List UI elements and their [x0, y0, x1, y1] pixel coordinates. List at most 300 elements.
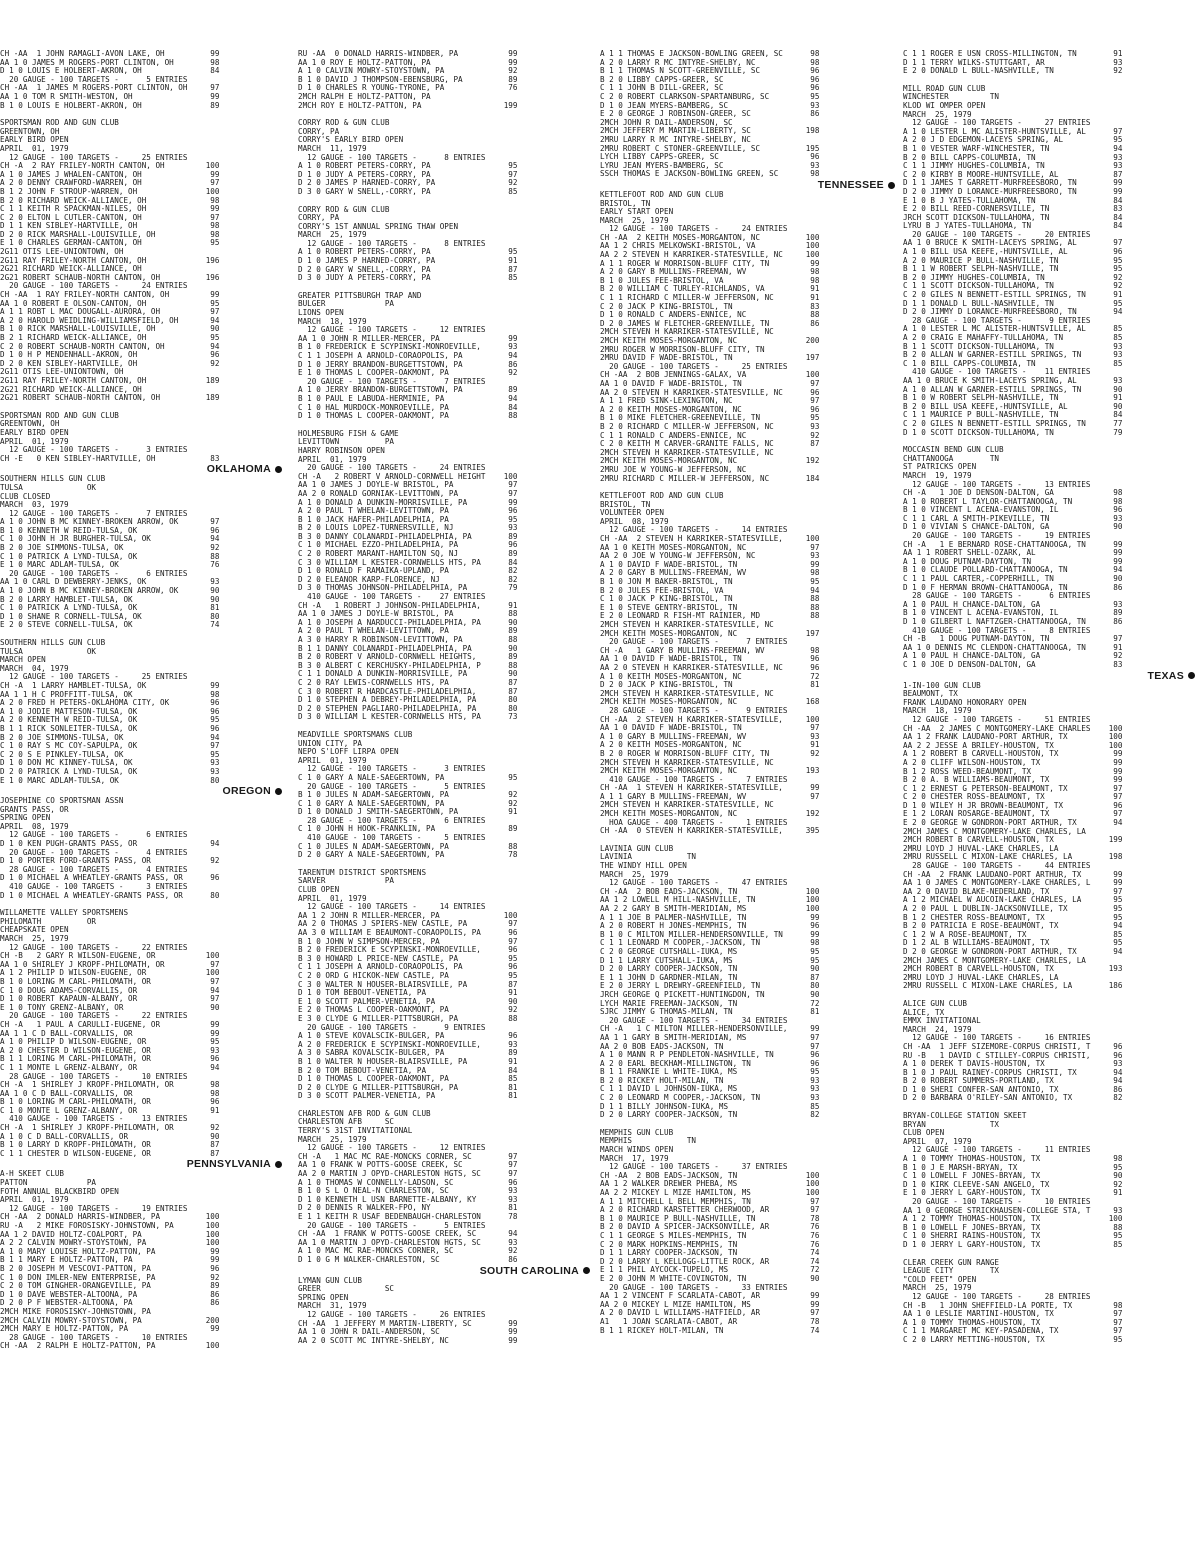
- result-line: 2MRU LARRY R MC INTYRE-SHELBY, NC: [600, 135, 751, 144]
- result-line: E 1 0 THOMAS L COOPER-OAKMONT, PA 92: [298, 369, 518, 378]
- result-line: AA 1 2 FRANK LAUDANO-PORT ARTHUR, TX 100: [903, 733, 1123, 742]
- result-line: BRYAN-COLLEGE STATION SKEET: [903, 1112, 1027, 1121]
- result-line: A 1 2 PHILIP D WILSON-EUGENE, OR 100: [0, 969, 220, 978]
- result-line: E 2 0 STEVE CORNELL-TULSA, OK 74: [0, 621, 220, 630]
- result-line: B 1 0 LOWELL F JONES-BRYAN, TX 88: [903, 1223, 1123, 1232]
- result-line: D 1 0 RONALD F RAMAIKA-UPLAND, PA 82: [298, 567, 518, 576]
- results-column-4: [903, 50, 1195, 1345]
- bullet-icon: [275, 466, 282, 473]
- result-line: GREENTOWN, OH: [0, 420, 60, 429]
- result-line: AA 1 0 JAMES C MONTGOMERY-LAKE CHARLES, L 99: [903, 879, 1123, 888]
- result-line: B 2 0 ROBERT SUMMERS-PORTLAND, TX 94: [903, 1077, 1123, 1086]
- result-line: E 1 0 MARC ADLAM-TULSA, OK 80: [0, 776, 220, 785]
- result-line: SARVER PA: [298, 877, 395, 886]
- result-line: D 1 0 GILBERT L NAFTZGER-CHATTANOOGA, TN 86: [903, 618, 1123, 626]
- result-line: KLOD WI OMPER OPEN: [903, 101, 986, 110]
- result-line: 20 GAUGE - 100 TARGETS - 24 ENTRIES: [298, 464, 486, 473]
- result-line: A 1 0 DONALD A DUNKIN-MORRISVILLE, PA 99: [298, 498, 518, 507]
- result-line: 12 GAUGE - 100 TARGETS - 28 ENTRIES: [903, 1292, 1091, 1301]
- result-line: B 2 0 RICKEY HOLT-MILAN, TN 93: [600, 1076, 820, 1085]
- result-line: CH -AA 2 DONALD HARRIS-WINDBER, PA 100: [0, 1213, 220, 1222]
- result-line: D 2 0 JIMMY D LORANCE-MURFREESBORO, TN 94: [903, 308, 1123, 317]
- result-line: MARCH 25, 1979: [903, 110, 972, 119]
- result-line: A 1 0 DAVID F WADE-BRISTOL, TN 99: [600, 560, 820, 569]
- result-line: A 1 0 JODIE MATTESON-TULSA, OK 96: [0, 707, 220, 716]
- result-line: A 1 0 JERRY BRANDON-BURGETTSTOWN, PA 89: [298, 386, 518, 395]
- result-line: D 1 0 JUDY A PETERS-CORRY, PA 97: [298, 170, 518, 179]
- result-line: B 1 0 LORING M CARL-PHILOMATH, OR 97: [0, 977, 220, 986]
- result-line: C 1 1 ROGER E USN CROSS-MILLINGTON, TN 91: [903, 50, 1123, 58]
- result-line: C 2 0 GILES N BENNETT-ESTILL SPRINGS, TN 91: [903, 291, 1123, 300]
- result-line: 12 GAUGE - 100 TARGETS - 8 ENTRIES: [298, 239, 486, 248]
- result-line: B 1 0 DAVID J THOMPSON-EBENSBURG, PA 89: [298, 75, 518, 84]
- result-line: CH -E 0 KEN SIBLEY-HARTVILLE, OH 83: [0, 454, 220, 463]
- result-line: AA 2 0 MICKEY L MIZE HAMILTON, MS 99: [600, 1300, 820, 1309]
- result-line: B 2 0 ALLAN W GARNER-ESTILL SPRINGS, TN 93: [903, 351, 1123, 360]
- result-line: A 2 0 PAUL T WHELAN-LEVITTOWN, PA 89: [298, 627, 518, 636]
- result-line: 12 GAUGE - 100 TARGETS - 12 ENTRIES: [298, 1144, 486, 1153]
- result-line: APRIL 01, 1979: [298, 455, 367, 464]
- result-line: 28 GAUGE - 100 TARGETS - 6 ENTRIES: [903, 592, 1091, 601]
- result-line: C 2 0 RAY LEWIS-CORNWELLS HTS, PA 87: [298, 678, 518, 687]
- result-line: D 2 0 LARRY L KELLOGG-LITTLE ROCK, AR 74: [600, 1257, 820, 1266]
- result-line: C 1 1 CARL A SMITH-PIKEVILLE, TN 93: [903, 514, 1123, 523]
- result-line: CH -A 1 MAC MC RAE-MONCKS CORNER, SC 97: [298, 1152, 518, 1161]
- result-line: B 3 0 HOWARD L PRICE-NEW CASTLE, PA 95: [298, 954, 518, 963]
- result-line: AA 1 0 JAMES J DOYLE-W BRISTOL, PA 97: [298, 481, 518, 490]
- result-line: B 1 0 JULES N ADAM-SAEGERTOWN, PA 92: [298, 791, 518, 800]
- bullet-icon: [583, 1267, 590, 1274]
- result-line: AA 1 2 JOHN R MILLER-MERCER, PA 100: [298, 911, 518, 920]
- result-line: A 2 0 RICHARD KARSTETTER CHERWOOD, AR 97: [600, 1206, 820, 1215]
- result-line: D 1 0 MICHAEL A WHEATLEY-GRANTS PASS, OR 80: [0, 891, 220, 900]
- result-line: EMMX INVITATIONAL: [903, 1017, 981, 1026]
- result-line: AA 2 0 DAVID BLAKE-NEDERLAND, TX 97: [903, 887, 1123, 896]
- result-line: 12 GAUGE - 100 TARGETS - 7 ENTRIES: [0, 509, 188, 518]
- result-line: 28 GAUGE - 100 TARGETS - 44 ENTRIES: [903, 862, 1091, 871]
- result-line: 20 GAUGE - 100 TARGETS - 5 ENTRIES: [298, 1221, 486, 1230]
- results-column-2: [298, 50, 590, 1345]
- result-line: A 1 0 JOHN B MC KINNEY-BROKEN ARROW, OK 97: [0, 518, 220, 527]
- result-line: AA 1 0 JAMES J DOYLE-W BRISTOL, PA 88: [298, 610, 518, 619]
- result-line: B 2 0 TOM BEBOUT-VENETIA, PA 84: [298, 1066, 518, 1075]
- result-line: 2MCH STEVEN H KARRIKER-STATESVILLE, NC: [600, 689, 774, 698]
- result-line: AA 1 0 BRUCE K SMITH-LACEYS SPRING, AL 93: [903, 376, 1123, 385]
- result-line: 2G11 RAY FRILEY-NORTH CANTON, OH 196: [0, 256, 220, 265]
- result-line: LEVITTOWN PA: [298, 438, 395, 447]
- result-line: 2MRU LOYD J HUVAL-LAKE CHARLES, LA: [903, 973, 1059, 982]
- result-line: MEMPHIS TN: [600, 1137, 697, 1146]
- result-line: CH -AA 1 RAY FRILEY-NORTH CANTON, OH 99: [0, 291, 220, 300]
- result-line: B 1 0 FREDERICK E SCYPINSKI-MONROEVILLE, 93: [298, 343, 518, 352]
- result-line: TULSA OK: [0, 483, 97, 492]
- result-line: CH -AA 1 JAMES M ROGERS-PORT CLINTON, OH 97: [0, 84, 220, 93]
- result-line: D 2 0 PATRICK A LYND-TULSA, OK 93: [0, 767, 220, 776]
- result-line: B 1 0 VESTER WARF-WINCHESTER, TN 94: [903, 144, 1123, 153]
- result-line: 12 GAUGE - 100 TARGETS - 22 ENTRIES: [0, 943, 188, 952]
- result-line: MARCH 25, 1979: [298, 1135, 367, 1144]
- result-line: CH -B 1 JOHN SHEFFIELD-LA PORTE, TX 98: [903, 1301, 1123, 1310]
- result-line: AA 1 0 BRUCE K SMITH-LACEYS SPRING, AL 97: [903, 239, 1123, 248]
- result-line: MEMPHIS GUN CLUB: [600, 1128, 674, 1137]
- result-line: CHATTANOOGA TN: [903, 454, 1000, 463]
- result-line: C 2 0 S E PINKLEY-TULSA, OK 95: [0, 750, 220, 759]
- result-line: C 1 1 LEONARD M COOPER,-JACKSON, TN 98: [600, 939, 820, 948]
- result-line: B 1 0 JON M BAKER-BRISTOL, TN 95: [600, 578, 820, 587]
- result-line: C 2 0 ROBERT SCHAUB-NORTH CANTON, OH 94: [0, 342, 220, 351]
- result-line: RU -AA 0 DONALD HARRIS-WINDBER, PA 99: [298, 50, 518, 58]
- result-line: MARCH 04, 1979: [0, 664, 69, 673]
- result-line: E 1 1 PHIL AYCOCK-TUPELO, MS 72: [600, 1266, 820, 1275]
- result-line: C 2 0 ORD G HICKOK-NEW CASTLE, PA 95: [298, 971, 518, 980]
- result-line: 12 GAUGE - 100 TARGETS - 3 ENTRIES: [298, 765, 486, 774]
- result-line: KETTLEFOOT ROD AND GUN CLUB: [600, 190, 724, 199]
- result-line: C 1 1 MONTE L GRENZ-ALBANY, OR 94: [0, 1063, 220, 1072]
- result-line: LYMAN GUN CLUB: [298, 1276, 363, 1285]
- spacer: [903, 1103, 1195, 1112]
- result-line: APRIL 01, 1979: [298, 894, 367, 903]
- result-line: 12 GAUGE - 100 TARGETS - 11 ENTRIES: [903, 1146, 1091, 1155]
- spacer: [903, 1250, 1195, 1259]
- result-line: CH -A 1 SHIRLEY J KROPF-PHILOMATH, OR 98: [0, 1081, 220, 1090]
- result-line: A 1 0 LESTER L MC ALISTER-HUNTSVILLE, AL 85: [903, 325, 1123, 334]
- result-line: B 1 0 PAUL E LABUDA-HERMINIE, PA 94: [298, 394, 518, 403]
- spacer: [903, 991, 1195, 1000]
- result-line: MARCH 31, 1979: [298, 1302, 367, 1311]
- result-line: AA 1 0 LESLIE MARTINI-HOUSTON, TX 97: [903, 1310, 1123, 1319]
- result-line: THE WINDY HILL OPEN: [600, 862, 687, 871]
- results-column-1: [0, 50, 282, 1351]
- result-line: AA 1 0 GEORGE STRICKHAUSEN-COLLEGE STA, T 93: [903, 1206, 1123, 1215]
- result-line: E 2 0 JERRY L DREWRY-GREENFIELD, TN 80: [600, 982, 820, 991]
- result-line: CH -AA 1 JOHN RAMAGLI-AVON LAKE, OH 99: [0, 50, 220, 58]
- result-line: A 1 0 ALLAN W GARNER-ESTILL SPRINGS, TN 90: [903, 385, 1123, 394]
- result-line: MARCH 25, 1979: [0, 935, 69, 943]
- result-line: D 1 1 DONALD L BULL-NASHVILLE, TN 95: [903, 299, 1123, 308]
- result-line: 12 GAUGE - 100 TARGETS - 25 ENTRIES: [0, 153, 188, 162]
- result-line: 28 GAUGE - 100 TARGETS - 10 ENTRIES: [0, 1333, 188, 1342]
- result-line: 20 GAUGE - 100 TARGETS - 24 ENTRIES: [0, 282, 188, 291]
- result-line: AA 1 0 MARTIN J OPYD-CHARLESTON HGTS, SC 93: [298, 1238, 518, 1247]
- result-line: CH -A 1 GARY B MULLINS-FREEMAN, WV 98: [600, 646, 820, 655]
- result-line: AA 1 0 JOHN R MILLER-MERCER, PA 99: [298, 334, 518, 343]
- result-line: B 1 0 LOUIS E HOLBERT-AKRON, OH 89: [0, 101, 220, 110]
- result-line: 12 GAUGE - 100 TARGETS - 19 ENTRIES: [0, 1204, 188, 1213]
- result-line: SPORTSMAN ROD AND GUN CLUB: [0, 119, 119, 128]
- result-line: 410 GAUGE - 100 TARGETS - 7 ENTRIES: [600, 775, 788, 784]
- result-line: A 1 0 PHILIP D WILSON-EUGENE, OR 95: [0, 1038, 220, 1047]
- result-line: D 2 0 GARY W SNELL,-CORRY, PA 87: [298, 265, 518, 274]
- result-line: A 1 0 CALVIN MOWRY-STOYSTOWN, PA 92: [298, 67, 518, 76]
- result-line: A 2 0 EARL BECKHAM-MILLINGTON, TN 96: [600, 1059, 820, 1068]
- result-line: D 1 0 DAVE WEBSTER-ALTOONA, PA 86: [0, 1290, 220, 1299]
- result-line: 2G11 RAY FRILEY-NORTH CANTON, OH 189: [0, 376, 220, 385]
- result-line: D 1 0 G M WALKER-CHARLESTON, SC 86: [298, 1255, 518, 1264]
- result-line: C 1 0 DOUG ADAMS-CORVALLIS, OR 94: [0, 986, 220, 995]
- result-line: D 1 1 TERRY WILKS-STUTTGART, AR 93: [903, 58, 1123, 67]
- result-line: A 1 0 THOMAS W CONNELLY-LADSON, SC 96: [298, 1178, 518, 1187]
- result-line: D 1 2 AL B WILLIAMS-BEAUMONT, TX 95: [903, 939, 1123, 948]
- result-line: GRANTS PASS, OR: [0, 805, 69, 814]
- result-line: C 1 1 GEORGE S MILES-MEMPHIS, TN 76: [600, 1231, 820, 1240]
- result-line: C 1 1 JIMMY HUGHES-COLUMBIA, TN 93: [903, 162, 1123, 171]
- result-line: E 2 0 THOMAS L COOPER-OAKMONT, PA 92: [298, 1006, 518, 1015]
- result-line: 2MRU RUSSELL C MIXON-LAKE CHARLES, LA 186: [903, 982, 1123, 991]
- result-line: B 2 0 LIBBY CAPPS-GREER, SC 96: [600, 75, 820, 84]
- result-line: CORRY, PA: [298, 214, 340, 223]
- result-line: CORRY ROD & GUN CLUB: [298, 205, 390, 214]
- result-line: C 1 0 MONTE L GRENZ-ALBANY, OR 91: [0, 1106, 220, 1115]
- result-line: B 1 0 LARRY D KROPF-PHILOMATH, OR 87: [0, 1141, 220, 1150]
- spacer: [298, 197, 590, 206]
- spacer: [903, 76, 1195, 85]
- result-line: B 2 0 A. B WILLIAMS-BEAUMONT, TX 99: [903, 776, 1123, 785]
- result-line: A 2 0 KEITH MOSES-MORGANTON, NC 96: [600, 405, 820, 414]
- result-line: A 1 0 ROBERT PETERS-CORRY, PA 95: [298, 162, 518, 171]
- result-line: JRCH SCOTT DICKSON-TULLAHOMA, TN 84: [903, 213, 1123, 222]
- result-line: B 1 0 VINCENT L ACENA-EVANSTON, IL 89: [903, 609, 1123, 618]
- result-line: C 1 1 DONALD A DUNKIN-MORRISVILLE, PA 90: [298, 670, 518, 679]
- result-line: AA 1 0 JAMES M ROGERS-PORT CLINTON, OH 98: [0, 58, 220, 67]
- result-line: AA 1 1 H C PROFFITT-TULSA, OK 98: [0, 690, 220, 699]
- spacer: [298, 722, 590, 731]
- result-line: A 1 0 PAUL H CHANCE-DALTON, GA 93: [903, 600, 1123, 609]
- result-line: CHARLESTON AFB SC: [298, 1118, 395, 1127]
- state-heading: [600, 179, 895, 191]
- result-line: CH -AA 2 STEVEN H KARRIKER-STATESVILLE, 100: [600, 715, 820, 724]
- result-line: LYCH LIBBY CAPPS-GREER, SC 96: [600, 153, 820, 162]
- result-line: C 2 0 MARK HOPKINS-MEMPHIS, TN 76: [600, 1240, 820, 1249]
- result-line: B 3 0 DANNY COLANARDI-PHILADELPHIA, PA 89: [298, 532, 518, 541]
- spacer: [298, 421, 590, 430]
- result-line: A 2 0 KENNETH W REID-TULSA, OK 95: [0, 716, 220, 725]
- state-heading: [0, 463, 282, 475]
- result-line: AA 1 0 KEITH MOSES-MORGANTON, NC 97: [600, 543, 820, 552]
- result-line: 2MCH STEVEN H KARRIKER-STATESVILLE, NC: [600, 801, 774, 810]
- result-line: D 1 0 JAMES P HARNED-CORRY, PA 91: [298, 257, 518, 266]
- spacer: [600, 836, 895, 845]
- result-line: 2MRU ROBERT C STONER-GREENVILLE, SC 195: [600, 144, 820, 153]
- spacer: [298, 1101, 590, 1110]
- result-line: A 1 0 TOMMY THOMAS-HOUSTON, TX 98: [903, 1155, 1123, 1164]
- result-line: D 1 0 VIVIAN S CHANCE-DALTON, GA 90: [903, 523, 1123, 532]
- result-line: B 2 0 JOE SIMMONS-TULSA, OK 92: [0, 544, 220, 553]
- result-line: PHILOMATH OR: [0, 917, 97, 926]
- result-line: GREENTOWN, OH: [0, 127, 60, 136]
- result-line: BRISTOL, TN: [600, 500, 651, 509]
- result-line: E 1 0 B J YATES-TULLAHOMA, TN 84: [903, 196, 1123, 205]
- result-line: 2MCH KEITH MOSES-MORGANTON, NC 168: [600, 698, 820, 707]
- result-line: MARCH 25, 1979: [600, 870, 669, 879]
- result-line: A 1 0 ROBERT PETERS-CORRY, PA 95: [298, 248, 518, 257]
- result-line: CH -A 1 SHIRLEY J KROPF-PHILOMATH, OR 92: [0, 1124, 220, 1133]
- spacer: [600, 483, 895, 492]
- spacer: [903, 437, 1195, 446]
- result-line: CH -B 2 GARY R WILSON-EUGENE, OR 100: [0, 952, 220, 961]
- spacer: [0, 403, 282, 412]
- result-line: C 3 0 ROBERT R HARDCASTLE-PHILADELPHIA, 87: [298, 687, 518, 696]
- result-line: AA 1 2 WALKER DREWER PHEBA, MS 100: [600, 1180, 820, 1189]
- result-line: CH -AA 2 JAMES C MONTGOMERY-LAKE CHARLES 100: [903, 724, 1123, 733]
- result-line: 20 GAUGE - 100 TARGETS - 25 ENTRIES: [600, 362, 788, 371]
- state-heading: [0, 785, 282, 797]
- result-line: A 2 0 GARY B MULLINS-FREEMAN, WV 98: [600, 268, 820, 277]
- result-line: C 1 0 PATRICK A LYND-TULSA, OK 81: [0, 604, 220, 613]
- result-line: D 1 0 LOUIS E HOLBERT-AKRON, OH 84: [0, 67, 220, 76]
- result-line: A 1 0 LESTER L MC ALISTER-HUNTSVILLE, AL 97: [903, 127, 1123, 136]
- result-line: B 1 0 CLAUDE POLLARD-CHATTANOOGA, TN 94: [903, 566, 1123, 575]
- result-line: A 1 2 MICHAEL W AUCOIN-LAKE CHARLES, LA 95: [903, 896, 1123, 905]
- result-line: A 1 1 JOE B PALMER-NASHVILLE, TN 99: [600, 913, 820, 922]
- result-line: B 1 0 JOHN W SIMPSON-MERCER, PA 97: [298, 937, 518, 946]
- result-line: AA 1 0 CARL D DEWBERRY-JENKS, OK 93: [0, 578, 220, 587]
- result-line: D 2 0 JACK P KING-BRISTOL, TN 81: [600, 681, 820, 690]
- result-line: SOUTHERN HILLS GUN CLUB: [0, 475, 106, 484]
- result-line: A 2 0 FRED H PETERS-OKLAHOMA CITY, OK 96: [0, 699, 220, 708]
- bullet-icon: [1188, 672, 1195, 679]
- result-line: MARCH 17, 1979: [600, 1154, 669, 1163]
- result-line: TERRY'S 31ST INVITATIONAL: [298, 1127, 413, 1136]
- result-line: A 2 2 CALVIN MOWRY-STOYSTOWN, PA 100: [0, 1239, 220, 1248]
- result-line: A 2 0 DENNY CRAWFORD-WARREN, OH 97: [0, 179, 220, 188]
- result-line: MARCH 03, 1979: [0, 501, 69, 510]
- result-line: E 1 0 SCOTT PALMER-VENETIA, PA 90: [298, 997, 518, 1006]
- result-line: 2MCH KEITH MOSES-MORGANTON, NC 193: [600, 767, 820, 776]
- result-line: E 2 0 GEORGE W GONDRON-PORT ARTHUR, TX 94: [903, 819, 1123, 828]
- result-line: B 1 2 ROSS WEED-BEAUMONT, TX 99: [903, 767, 1123, 776]
- result-line: 410 GAUGE - 100 TARGETS - 27 ENTRIES: [298, 593, 486, 602]
- result-line: A 2 0 DAVID L WILLIAMS-HATFIELD, AR 97: [600, 1309, 820, 1318]
- result-line: B 2 0 LARRY HAMBLET-TULSA, OK 90: [0, 595, 220, 604]
- result-line: SPORTSMAN ROD AND GUN CLUB: [0, 411, 119, 420]
- result-line: 20 GAUGE - 100 TARGETS - 33 ENTRIES: [600, 1283, 788, 1292]
- result-line: A 1 1 FRED SINK-LEXINGTON, NC 97: [600, 397, 820, 406]
- result-line: AA 2 0 STEVEN H KARRIKER-STATESVILLE, NC 96: [600, 663, 820, 672]
- result-line: CORRY ROD & GUN CLUB: [298, 119, 390, 128]
- result-line: CH -B 1 DOUG PUTNAM-DAYTON, TN 97: [903, 635, 1123, 644]
- spacer: [298, 110, 590, 119]
- result-line: D 2 0 ELEANOR KARP-FLORENCE, NJ 82: [298, 575, 518, 584]
- result-line: KETTLEFOOT ROD AND GUN CLUB: [600, 492, 724, 501]
- result-line: AA 2 0 JOE W YOUNG-W JEFFERSON, NC 93: [600, 552, 820, 561]
- result-line: 12 GAUGE - 100 TARGETS - 6 ENTRIES: [0, 831, 188, 840]
- result-line: C 1 0 JOHN H HOOK-FRANKLIN, PA 89: [298, 825, 518, 834]
- result-line: C 1 1 MAURICE P BULL-NASHVILLE, TN 84: [903, 411, 1123, 420]
- result-line: 2MRU JOE W YOUNG-W JEFFERSON, NC: [600, 465, 747, 474]
- result-line: 20 GAUGE - 100 TARGETS - 4 ENTRIES: [0, 848, 188, 857]
- result-line: CORRY'S EARLY BIRD OPEN: [298, 136, 404, 145]
- bullet-icon: [888, 182, 895, 189]
- result-line: MARCH 25, 1979: [600, 216, 669, 225]
- result-line: SPRING OPEN: [0, 814, 51, 823]
- result-line: 28 GAUGE - 100 TARGETS - 9 ENTRIES: [903, 316, 1091, 325]
- result-line: CLUB CLOSED: [0, 492, 51, 501]
- result-line: 12 GAUGE - 100 TARGETS - 16 ENTRIES: [903, 1034, 1091, 1043]
- result-line: C 1 0 LOWELL F JONES-BRYAN, TX 90: [903, 1172, 1123, 1181]
- result-line: MOCCASIN BEND GUN CLUB: [903, 446, 1004, 455]
- result-line: 2MCH JAMES C MONTGOMERY-LAKE CHARLES, LA: [903, 956, 1086, 965]
- result-line: 20 GAUGE - 100 TARGETS - 34 ENTRIES: [600, 1016, 788, 1025]
- result-line: D 2 0 JAMES W FLETCHER-GREENVILLE, TN 86: [600, 319, 820, 328]
- result-line: 12 GAUGE - 100 TARGETS - 3 ENTRIES: [0, 446, 188, 455]
- result-line: 2MRU ROGER W MORRISON-BLUFF CITY, TN: [600, 345, 765, 354]
- result-line: B 2 0 FREDERICK E SCYPINSKI-MONROEVILLE, 96: [298, 946, 518, 955]
- result-line: A 3 0 SABRA KOVALSCIK-BULGER, PA 89: [298, 1049, 518, 1058]
- result-line: MARCH 18, 1979: [903, 707, 972, 716]
- result-line: C 1 0 HAL MURDOCK-MONROEVILLE, PA 84: [298, 403, 518, 412]
- result-line: 2MCH KEITH MOSES-MORGANTON, NC 197: [600, 629, 820, 638]
- result-line: MARCH WINDS OPEN: [600, 1146, 674, 1155]
- result-line: D 1 0 TOM BEBOUT-VENETIA, PA 91: [298, 989, 518, 998]
- result-line: AA 2 2 MICKEY L MIZE HAMILTON, MS 100: [600, 1189, 820, 1197]
- spacer: [298, 283, 590, 292]
- result-line: D 1 0 SHANE R CORNELL-TULSA, OK 80: [0, 612, 220, 621]
- result-line: WINCHESTER TN: [903, 93, 1000, 102]
- result-line: 12 GAUGE - 100 TARGETS - 14 ENTRIES: [298, 903, 486, 912]
- result-line: D 2 0 GEORGE W GONDRON-PORT ARTHUR, TX 94: [903, 947, 1123, 956]
- result-line: AA 1 0 DAVID F WADE-BRISTOL, TN 97: [600, 379, 820, 388]
- result-line: CH -AA 1 JEFF SIZEMORE-CORPUS CHRISTI, T 96: [903, 1042, 1123, 1051]
- result-line: B 2 0 WILLIAM C TURLEY-RICHLANDS, VA 91: [600, 285, 820, 294]
- result-line: C 1 0 GARY A NALE-SAEGERTOWN, PA 95: [298, 773, 518, 782]
- result-line: 12 GAUGE - 100 TARGETS - 47 ENTRIES: [600, 879, 788, 888]
- result-line: 12 GAUGE - 100 TARGETS - 27 ENTRIES: [903, 119, 1091, 128]
- result-line: 2MRU LOYD J HUVAL-LAKE CHARLES, LA: [903, 844, 1059, 853]
- result-line: HOLMESBURG FISH & GAME: [298, 429, 399, 438]
- result-line: CH -AA 2 BOB EADS-JACKSON, TN 100: [600, 887, 820, 896]
- result-line: TULSA OK: [0, 647, 97, 656]
- result-line: MEADVILLE SPORTSMANS CLUB: [298, 730, 413, 739]
- result-line: AA 2 0 BOB EADS-JACKSON, TN 97: [600, 1042, 820, 1051]
- result-line: AA 1 0 C D BALL-CORVALLIS, OR 98: [0, 1089, 220, 1098]
- result-line: EARLY BIRD OPEN: [0, 428, 69, 437]
- result-line: ALICE GUN CLUB: [903, 999, 968, 1008]
- result-line: B 1 0 C MILTON MILLER-HENDERSONVILLE, TN 99: [600, 930, 820, 939]
- result-line: 2MRU RICHARD C MILLER-W JEFFERSON, NC 184: [600, 474, 820, 483]
- state-name: TEXAS: [1147, 669, 1184, 682]
- result-line: LEAGUE CITY TX: [903, 1267, 1000, 1276]
- result-line: AA 1 1 GARY B SMITH-MERIDIAN, MS 97: [600, 1033, 820, 1042]
- result-line: "COLD FEET" OPEN: [903, 1275, 977, 1284]
- result-line: A 1 0 GARY B MULLINS-FREEMAN, WV 93: [600, 732, 820, 741]
- result-line: 410 GAUGE - 100 TARGETS - 8 ENTRIES: [903, 626, 1091, 635]
- result-line: C 1 1 SCOTT DICKSON-TULLAHOMA, TN 92: [903, 282, 1123, 291]
- result-line: B 1 1 W ROBERT SELPH-NASHVILLE, TN 95: [903, 265, 1123, 274]
- result-line: C 2 0 CHESTER ROSS-BEAUMONT, TX 97: [903, 793, 1123, 802]
- result-line: BULGER PA: [298, 300, 395, 309]
- result-line: VOLUNTEER OPEN: [600, 509, 665, 518]
- result-line: SJRC JIMMY G THOMAS-MILAN, TN 81: [600, 1008, 820, 1017]
- state-heading: [0, 1158, 282, 1170]
- result-line: D 2 0 KEN SIBLEY-HARTVILLE, OH 92: [0, 359, 220, 368]
- result-line: 2G11 OTIS LEE-UNIONTOWN, OH: [0, 368, 124, 377]
- state-name: OREGON: [222, 785, 271, 798]
- result-line: 2MRU RUSSELL C MIXON-LAKE CHARLES, LA 198: [903, 853, 1123, 862]
- result-line: CLUB OPEN: [903, 1129, 945, 1138]
- result-line: B 2 0 PATRICIA E ROSE-BEAUMONT, TX 94: [903, 922, 1123, 931]
- result-line: E 1 0 TONY GRENZ-ALBANY, OR 90: [0, 1003, 220, 1012]
- state-name: TENNESSEE: [817, 178, 884, 191]
- spacer: [0, 110, 282, 119]
- result-line: E 1 0 JERRY L GARY-HOUSTON, TX 91: [903, 1189, 1123, 1198]
- result-line: APRIL 01, 1979: [0, 1196, 69, 1205]
- result-line: D 2 0 LARRY COOPER-JACKSON, TN 82: [600, 1111, 820, 1120]
- result-line: D 1 0 WILEY H JR BROWN-BEAUMONT, TX 96: [903, 801, 1123, 810]
- result-line: MARCH 24, 1979: [903, 1025, 972, 1034]
- result-line: B 2 0 JOSEPH M VESCOVI-PATTON, PA 96: [0, 1264, 220, 1273]
- result-line: B 1 0 WALTER N HOUSER-BLAIRSVILLE, PA 91: [298, 1057, 518, 1066]
- result-line: APRIL 08, 1979: [600, 517, 669, 526]
